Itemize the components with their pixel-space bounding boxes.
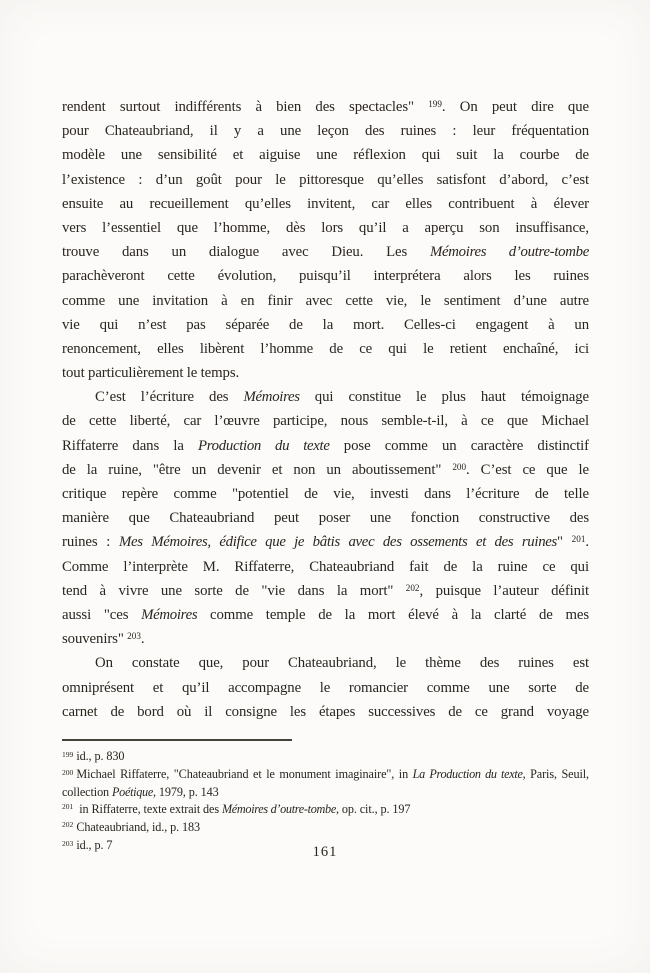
footnote-number: 199 — [62, 749, 74, 759]
text-line: vers l’essentiel que l’homme, dès lors qu’il a aperçu son insuffisance, — [62, 219, 589, 236]
text-line: modèle une sensibilité et aiguise une réflexion qui suit la courbe de — [62, 147, 589, 164]
paragraph — [62, 651, 589, 724]
footnote: $^{199}$ id., p. 830 — [62, 749, 125, 763]
footnote: $^{203}$ id., p. 7 — [62, 838, 113, 853]
text-line: On constate que, pour Chateaubriand, le thème des ruines est — [95, 655, 589, 672]
text-line: tout particulièrement le temps. — [62, 365, 240, 382]
text-line: vie qui n’est pas séparée de la mort. Celles-ci engagent à un — [62, 316, 589, 333]
footnote-number: 200 — [62, 767, 74, 777]
text-line: l’existence : d’un goût pour le pittoresque qu’elles satisfont d’abord, c’est — [62, 171, 589, 188]
text-line: renoncement, elles libèrent l’homme de ce qui le retient enchaîné, ici — [62, 340, 589, 357]
text-line: critique repère comme "potentiel de vie, investi dans l’écriture de telle — [62, 486, 589, 502]
text-line: C’est l’écriture des Mémoires qui constitue le plus haut témoignage — [95, 389, 589, 406]
text-line: tend à vivre une sorte de "vie dans la mort" $^{202}$, puisque l’auteur définit — [62, 582, 589, 599]
text-line: ensuite au recueillement qu’elles invitent, car elles contribuent à élever — [62, 195, 589, 212]
text-line: de cette liberté, car l’œuvre participe, nous semble-t-il, à ce que Michael — [62, 413, 589, 430]
footnote: $^{200}$ Michael Riffaterre, "Chateaubriand et le monument imaginaire", in La Production du texte, Paris, Seuil, collection Poétique, 1979, p. 143 — [62, 767, 589, 800]
paragraph — [62, 385, 589, 651]
footnote-number: 202 — [62, 820, 74, 830]
text-line: trouve dans un dialogue avec Dieu. Les Mémoires d’outre-tombe — [62, 244, 589, 261]
page-number: 161 — [312, 844, 338, 860]
text-line: rendent surtout indifférents à bien des spectacles" $^{199}$. On peut dire que — [62, 98, 589, 115]
text-line: carnet de bord où il consigne les étapes successives de ce grand voyage — [62, 703, 589, 720]
text-line: Riffaterre dans la Production du texte pose comme un caractère distinctif — [62, 437, 589, 454]
footnote: $^{201}$ in Riffaterre, texte extrait des Mémoires d’outre-tombe, op. cit., p. 197 — [62, 801, 411, 816]
footnote-number: 203 — [62, 838, 74, 848]
footnote-separator — [62, 739, 292, 741]
paragraph — [62, 95, 589, 385]
text-line: de la ruine, "être un devenir et non un aboutissement" $^{200}$. C’est ce que le — [62, 461, 589, 478]
text-line: parachèveront cette évolution, puisqu’il interprétera alors les ruines — [62, 268, 589, 285]
text-line: omniprésent et qu’il accompagne le romancier comme une sorte de — [62, 679, 589, 696]
text-line: manière que Chateaubriand peut poser une fonction constructive des — [62, 510, 589, 527]
text-line: souvenirs" $^{203}$. — [62, 631, 145, 648]
text-line: aussi "ces Mémoires comme temple de la mort élevé à la clarté de mes — [62, 606, 589, 623]
text-line: comme une invitation à en finir avec cette vie, le sentiment d’une autre — [62, 292, 589, 309]
text-line: pour Chateaubriand, il y a une leçon des ruines : leur fréquentation — [62, 123, 589, 140]
footnote: $^{202}$ Chateaubriand, id., p. 183 — [62, 819, 200, 834]
footnote-number: 201 — [62, 802, 74, 812]
body-text — [62, 95, 589, 724]
text-line: Comme l’interprète M. Riffaterre, Chateaubriand fait de la ruine ce qui — [62, 558, 589, 575]
footnotes — [62, 748, 589, 855]
text-line: ruines : Mes Mémoires, édifice que je bâtis avec des ossements et des ruines" $^{201}$. — [62, 534, 589, 551]
